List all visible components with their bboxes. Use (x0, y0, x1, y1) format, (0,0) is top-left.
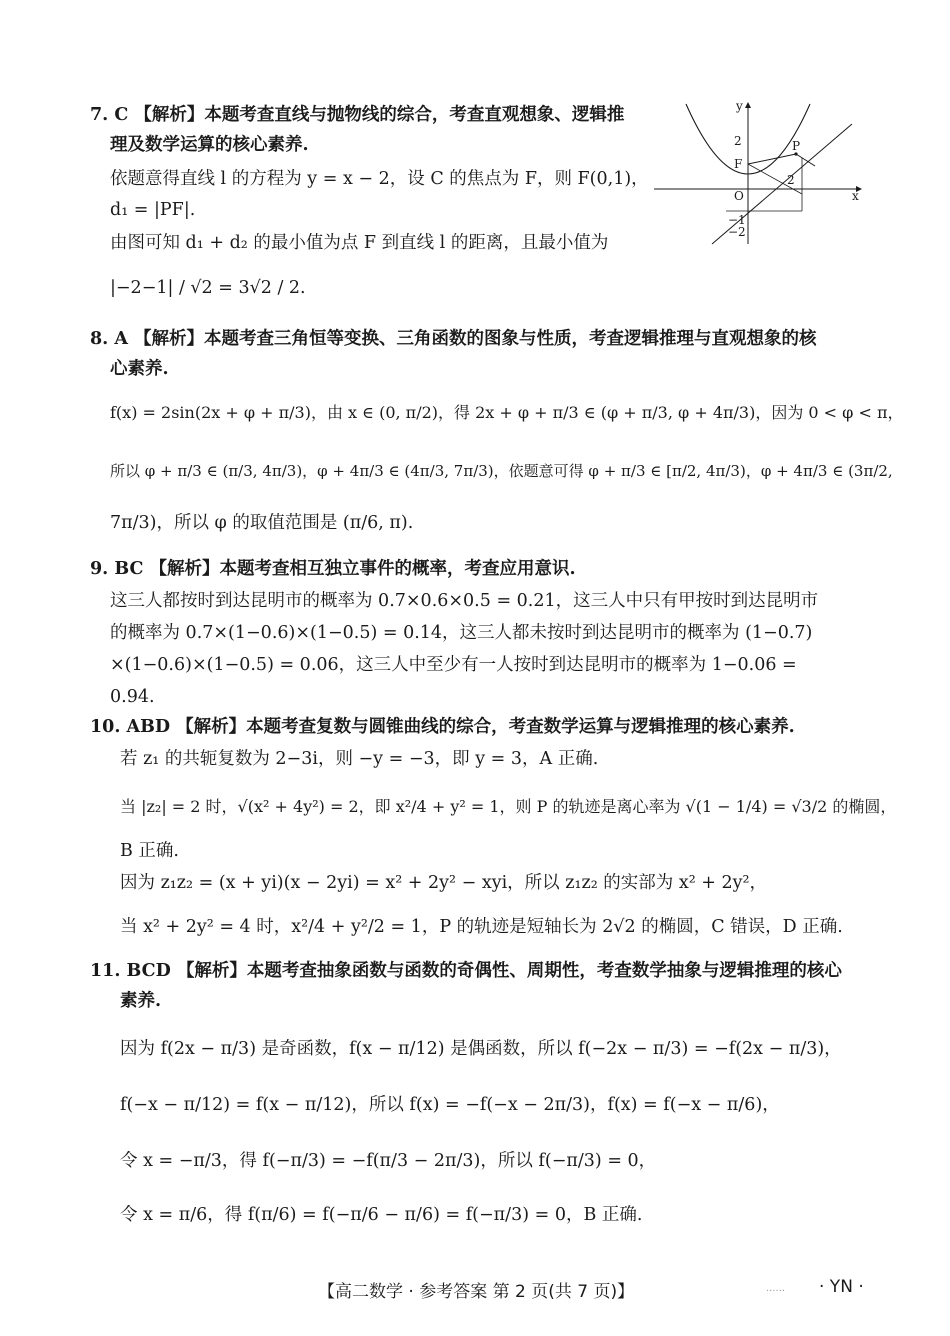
y-axis-arrow (745, 102, 751, 108)
p10-header: 10. ABD 【解析】本题考查复数与圆锥曲线的综合，考查数学运算与逻辑推理的核心素养. (90, 717, 795, 737)
footer-region-tag: · YN · (819, 1277, 864, 1297)
segment-PF (748, 154, 796, 164)
label-origin: O (734, 189, 744, 203)
p9-header: 9. BC 【解析】本题考查相互独立事件的概率，考查应用意识. (90, 559, 576, 579)
p10-text-5: 当 x² + 2y² = 4 时，x²/4 + y²/2 = 1，P 的轨迹是短轴长为 2√2 的椭圆，C 错误，D 正确. (120, 917, 843, 937)
p11-text-2: f(−x − π/12) = f(x − π/12)，所以 f(x) = −f(−x − 2π/3)，f(x) = f(−x − π/6)， (120, 1095, 780, 1115)
p11-text-1: 因为 f(2x − π/3) 是奇函数，f(x − π/12) 是偶函数，所以 f(−2x − π/3) = −f(2x − π/3)， (120, 1039, 842, 1059)
p8-text-3: 7π/3)，所以 φ 的取值范围是 (π/6, π). (110, 513, 414, 533)
p8-header-cont: 心素养. (110, 359, 169, 379)
p11-text-3: 令 x = −π/3，得 f(−π/3) = −f(π/3 − 2π/3)，所以 f(−π/3) = 0， (120, 1151, 657, 1171)
p8-text-2: 所以 φ + π/3 ∈ (π/3, 4π/3)，φ + 4π/3 ∈ (4π/3, 7π/3)，依题意可得 φ + π/3 ∈ [π/2, 4π/3)，φ + 4π/3 ∈ (3π/2, (110, 462, 893, 480)
p11-text-4: 令 x = π/6，得 f(π/6) = f(−π/6 − π/6) = f(−π/3) = 0，B 正确. (120, 1205, 643, 1225)
p7-header-cont: 理及数学运算的核心素养. (110, 135, 309, 155)
p10-text-2: 当 |z₂| = 2 时，√(x² + 4y²) = 2，即 x²/4 + y² = 1，则 P 的轨迹是离心率为 √(1 − 1/4) = √3/2 的椭圆， (120, 797, 897, 816)
p10-text-4: 因为 z₁z₂ = (x + yi)(x − 2yi) = x² + 2y² − xyi，所以 z₁z₂ 的实部为 x² + 2y²， (120, 873, 768, 893)
label-neg2: −2 (728, 225, 746, 239)
p11-header: 11. BCD 【解析】本题考查抽象函数与函数的奇偶性、周期性，考查数学抽象与逻辑推理的核心 (90, 961, 842, 981)
label-2-y: 2 (734, 134, 742, 148)
p9-text-3: ×(1−0.6)×(1−0.5) = 0.06，这三人中至少有一人按时到达昆明市的概率为 1−0.06 = (110, 655, 797, 675)
label-neg1: −1 (728, 213, 746, 227)
p7-text-4: |−2−1| / √2 = 3√2 / 2. (110, 278, 306, 298)
label-P: P (792, 139, 801, 153)
p7-text-3: 由图可知 d₁ + d₂ 的最小值为点 F 到直线 l 的距离，且最小值为 (110, 233, 609, 253)
p9-text-1: 这三人都按时到达昆明市的概率为 0.7×0.6×0.5 = 0.21，这三人中只有甲按时到达昆明市 (110, 591, 819, 611)
p10-text-1: 若 z₁ 的共轭复数为 2−3i，则 −y = −3，即 y = 3，A 正确. (120, 749, 599, 769)
p9-text-2: 的概率为 0.7×(1−0.6)×(1−0.5) = 0.14，这三人都未按时到达昆明市的概率为 (1−0.7) (110, 623, 813, 643)
p9-text-4: 0.94. (110, 687, 155, 707)
footer-dots: ...... (766, 1283, 786, 1294)
p7-header: 7. C 【解析】本题考查直线与抛物线的综合，考查直观想象、逻辑推 (90, 105, 625, 125)
footer-page-info: 【高二数学 · 参考答案 第 2 页(共 7 页)】 (318, 1282, 635, 1302)
p11-header-cont: 素养. (120, 991, 162, 1011)
label-F: F (734, 157, 743, 171)
p8-header: 8. A 【解析】本题考查三角恒等变换、三角函数的图象与性质，考查逻辑推理与直观想象的核 (90, 329, 817, 349)
p7-text-2: d₁ = |PF|. (110, 200, 196, 220)
p10-text-3: B 正确. (120, 841, 179, 861)
p8-text-1: f(x) = 2sin(2x + φ + π/3)，由 x ∈ (0, π/2)，得 2x + φ + π/3 ∈ (φ + π/3, φ + 4π/3)，因为 0 < φ < π， (110, 403, 904, 422)
p7-figure (652, 96, 864, 246)
label-x: x (852, 189, 859, 203)
label-y: y (736, 99, 743, 113)
p7-text-1: 依题意得直线 l 的方程为 y = x − 2，设 C 的焦点为 F，则 F(0,1)， (110, 169, 649, 189)
label-2-segment: 2 (787, 173, 795, 187)
